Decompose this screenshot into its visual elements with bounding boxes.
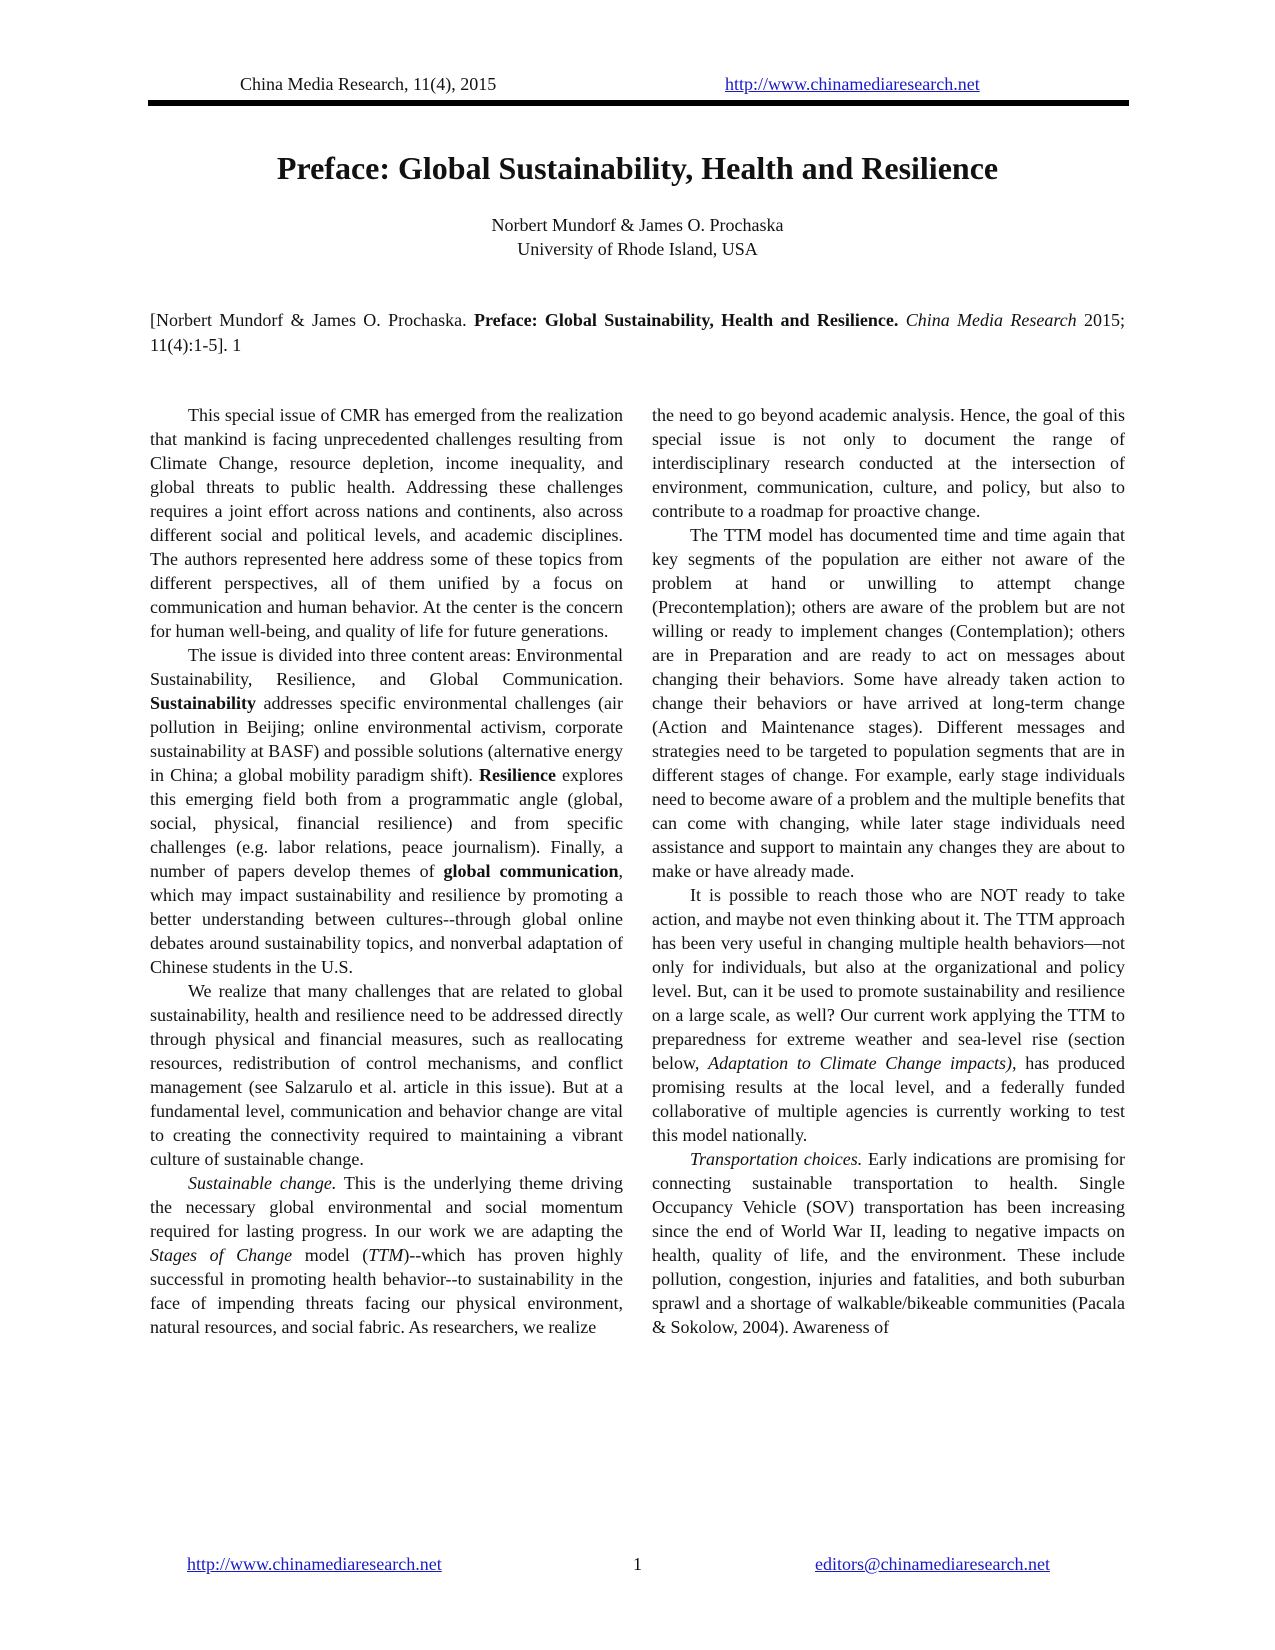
paragraph: The issue is divided into three content areas: Environmental Sustainability, Resilience, and Global Communication. Sustainability addresses specific environmental challenges (air pollution in Beijing; online environmental activism, corporate sustainability at BASF) and possible solutions (alternative energy in China; a global mobility paradigm shift). Resilience explores this emerging field both from a programmatic angle (global, social, physical, financial resilience) and from specific challenges (e.g. labor relations, peace journalism). Finally, a number of papers develop themes of global communication, which may impact sustainability and resilience by promoting a better understanding between cultures--through global online debates around sustainability topics, and nonverbal adaptation of Chinese students in the U.S. [150,645,624,977]
term-global-communication: global communication [443,861,619,881]
footer-email-link[interactable]: editors@chinamediaresearch.net [815,1554,1050,1574]
paper-title: Preface: Global Sustainability, Health and Resilience [276,150,999,186]
paragraph: It is possible to reach those who are NOT ready to take action, and maybe not even thinking about it. The TTM approach has been very useful in changing multiple health behaviors—not only for individuals, but also at the organizational and policy level. But, can it be used to promote sustainability and resilience on a large scale, as well? Our current work applying the TTM to preparedness for extreme weather and sea-level rise (section below, Adaptation to Climate Change impacts), has produced promising results at the local level, and a federally funded collaborative of multiple agencies is currently working to test this model nationally. [652,885,1126,1145]
paragraph: The TTM model has documented time and time again that key segments of the population are either not aware of the problem at hand or unwilling to attempt change (Precontemplation); others are aware of the problem but are not willing or ready to implement changes (Contemplation); others are in Preparation and are ready to act on messages about changing their behaviors. Some have already taken action to change their behaviors or have arrived at long-term change (Action and Maintenance stages). Different messages and strategies need to be targeted to population segments that are in different stages of change. For example, early stage individuals need to become aware of a problem and the multiple benefits that can come with changing, while later stage individuals need assistance and support to maintain any changes they are about to make or have already made. [652,525,1125,881]
citation-rest: 2015; 11(4):1-5]. 1 [150,310,1126,355]
paragraph: the need to go beyond academic analysis. Hence, the goal of this special issue is not only to document the range of interdisciplinary research conducted at the intersection of environment, communication, culture, and policy, but also to contribute to a roadmap for proactive change. [652,405,1125,521]
header-url-link[interactable]: http://www.chinamediaresearch.net [725,74,980,94]
affiliation: University of Rhode Island, USA [517,239,758,259]
footer-url-link[interactable]: http://www.chinamediaresearch.net [187,1554,442,1574]
paragraph: This special issue of CMR has emerged from the realization that mankind is facing unprecedented challenges resulting from Climate Change, resource depletion, income inequality, and global threats to public health. Addressing these challenges requires a joint effort across nations and continents, also across different social and political levels, and academic disciplines. The authors represented here address some of these topics from different perspectives, all of them unified by a focus on communication and human behavior. At the center is the concern for human well-being, and quality of life for future generations. [150,405,623,641]
citation-open: [Norbert Mundorf & James O. Prochaska. [150,310,474,330]
citation-title: Preface: Global Sustainability, Health and Resilience. [473,310,899,330]
paragraph: Transportation choices. Early indications are promising for connecting sustainable transportation to health. Single Occupancy Vehicle (SOV) transportation has been increasing since the end of World War II, leading to negative impacts on health, quality of life, and the environment. These include pollution, congestion, injuries and fatalities, and both suburban sprawl and a shortage of walkable/bikeable communities (Pacala & Sokolow, 2004). Awareness of [652,1149,1125,1337]
citation [150,308,1125,358]
section-reference: Adaptation to Climate Change impacts), [708,1053,1017,1073]
citation-journal: China Media Research [905,310,1077,330]
run-in-heading: Transportation choices. [690,1149,863,1169]
paragraph: Sustainable change. This is the underlying theme driving the necessary global environmental and social momentum required for lasting progress. In our work we are adapting the Stages of Change model (TTM)--which has proven highly successful in promoting health behavior--to sustainability in the face of impending threats facing our physical environment, natural resources, and social fabric. As researchers, we realize [150,1173,623,1337]
run-in-heading: Sustainable change. [188,1173,337,1193]
left-column [150,403,623,1339]
journal-info: China Media Research, 11(4), 2015 [240,74,497,94]
author-block [0,213,1275,261]
page-number: 1 [633,1554,642,1574]
term-sustainability: Sustainability [150,693,257,713]
header-rule [148,100,1129,106]
right-column [652,403,1125,1339]
paragraph: We realize that many challenges that are related to global sustainability, health and resilience need to be addressed directly through physical and financial measures, such as reallocating resources, redistribution of control mechanisms, and conflict management (see Salzarulo et al. article in this issue). But at a fundamental level, communication and behavior change are vital to creating the connectivity required to maintaining a vibrant culture of sustainable change. [150,981,623,1169]
authors: Norbert Mundorf & James O. Prochaska [491,215,784,235]
term-resilience: Resilience [478,765,556,785]
